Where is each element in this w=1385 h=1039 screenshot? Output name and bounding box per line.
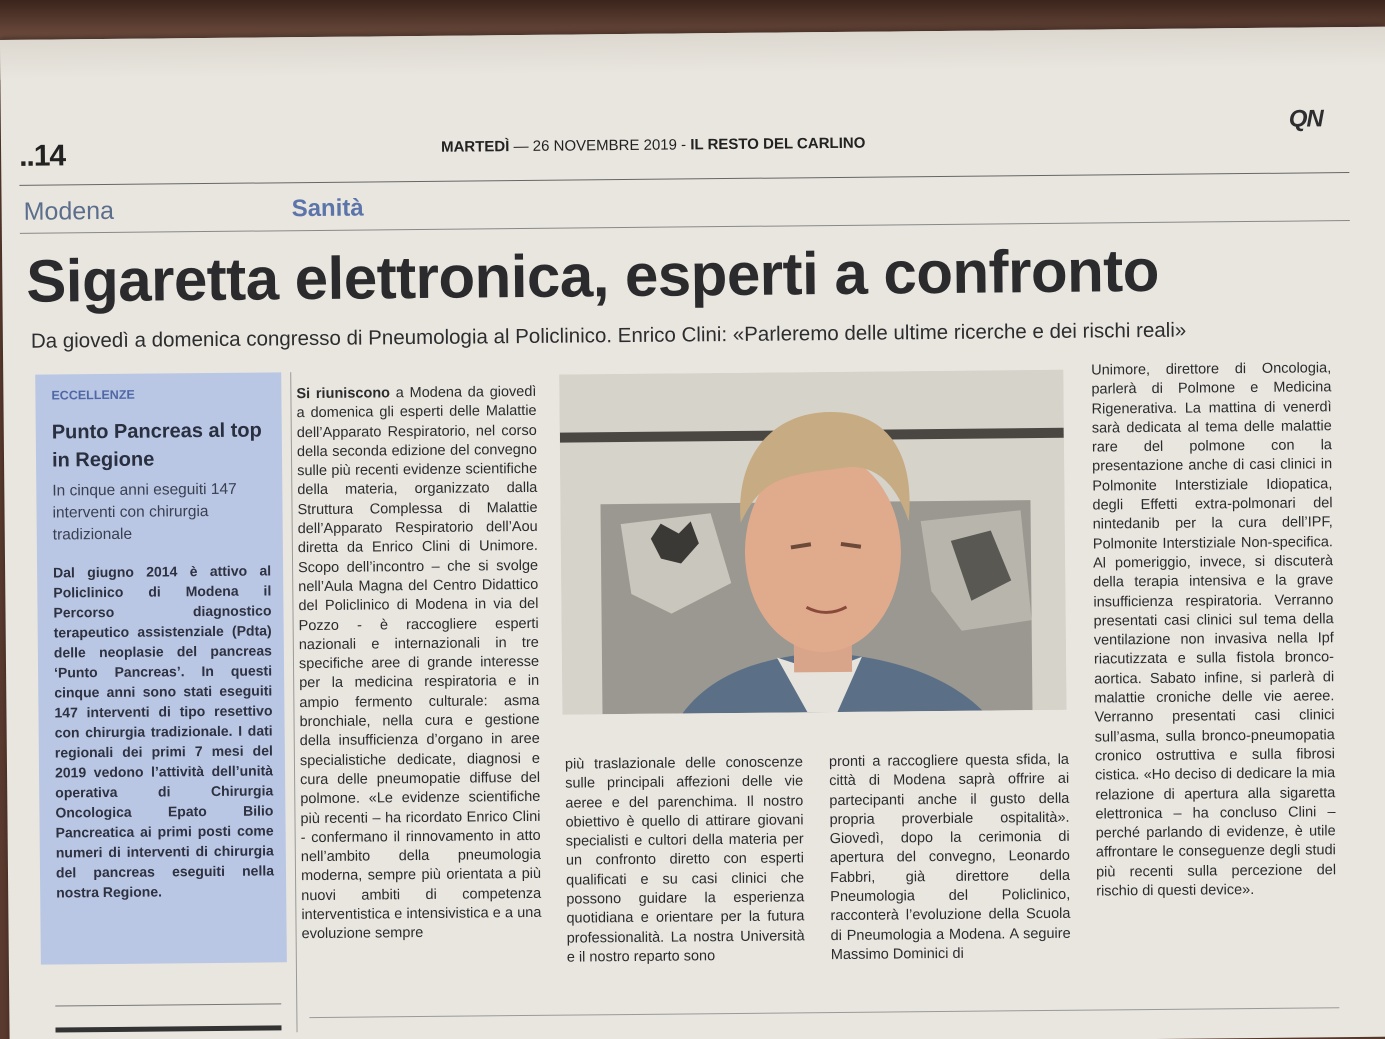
sidebar-rule-thin bbox=[55, 1003, 281, 1006]
sidebar-summary: In cinque anni eseguiti 147 interventi con chirurgia tradizionale bbox=[52, 480, 237, 544]
newspaper-name: IL RESTO DEL CARLINO bbox=[690, 134, 866, 154]
newspaper-page bbox=[0, 27, 1385, 1039]
sidebar-kicker: ECCELLENZE bbox=[51, 387, 135, 403]
headline: Sigaretta elettronica, esperti a confronto bbox=[25, 236, 1160, 315]
sidebar-body-text: è attivo al Policlinico di Modena il Percorso diagnostico terapeutico assistenziale (Pdta) delle neoplasie del pancreas ‘Punto Pancreas’. In questi cinque anni sono stati eseguiti 147 interventi di tipo resettivo con chirurgia tradizionale. I dati regionali dei primi 7 mesi del 2019 vedono l’attività dell’unità operativa di Chirurgia Oncologica Epato Bilio Pancreatica ai primi posti come numeri di interventi di chirurgia del pancreas eseguiti nella nostra Regione. bbox=[53, 562, 275, 901]
qn-logo: QN bbox=[1288, 105, 1323, 133]
page-bottom-rule bbox=[309, 1007, 1339, 1018]
section-city: Modena bbox=[23, 196, 115, 226]
sidebar-box bbox=[35, 372, 287, 964]
date: 26 NOVEMBRE 2019 bbox=[532, 136, 678, 155]
weekday: MARTEDÌ bbox=[440, 138, 510, 156]
sidebar-body-lead: Dal giugno 2014 bbox=[53, 563, 178, 581]
article-column-1 bbox=[296, 383, 541, 945]
article-column-3: pronti a raccogliere questa sfida, la città di Modena saprà offrire ai partecipanti anche il gusto della propria proverbiale ospitalità». Giovedì, dopo la cerimonia di apertura del convegno, Leonardo Fabbri, già direttore della Pneumologia del Policlinico, racconterà l’evoluzione della Scuola di Pneumologia a Modena. A seguire Massimo Dominici di bbox=[828, 751, 1071, 964]
section-topic: Sanità bbox=[291, 194, 364, 223]
article-column-4: Unimore, direttore di Oncologia, parlerà di Polmone e Medicina Rigenerativa. La mattina di venerdì sarà dedicata al tema delle malattie rare del polmone con la presentazione anche di casi clinici in Polmonite Interstiziale Idiopatica, degli Effetti extra-polmonari del nintedanib per la cura dell’IPF, Polmonite Interstiziale Non-specifica. Al pomeriggio, invece, si discuterà della terapia intensiva e la grave insufficienza respiratoria. Verranno presentati casi clinici sul tema della ventilazione non invasiva nella Ipf riacutizzata e sulla fistola bronco-aortica. Sabato infine, si parlerà di malattie croniche delle vie aeree. Verranno presentati casi clinici sull’asma, sulla bronco-pneumopatia cronico ostruttiva e sulla fibrosi cistica. «Ho deciso di dedicare la mia relazione di apertura alla sigaretta elettronica – ha concluso Clini – perché parlando di evidenze, è utile affrontare le conseguenze degli studi più recenti sulla percezione del rischio di questi device». bbox=[1091, 360, 1337, 900]
sidebar-title: Punto Pancreas al top in Regione bbox=[51, 419, 262, 472]
sidebar-rule-thick bbox=[55, 1025, 281, 1032]
portrait-illustration bbox=[559, 370, 1066, 715]
article-column-1-text: a Modena da giovedì a domenica gli esperti delle Malattie dell’Apparato Respiratorio, nel corso della seconda edizione del convegno sulle più recenti evidenze scientifiche della materia, organizzato dalla Struttura Complessa di Malattie dell’Apparato Respiratorio dell’Aou diretta da Enrico Clini di Unimore. Scopo dell’incontro – che si svolge nell’Aula Magna del Centro Didattico del Policlinico di Modena in via del Pozzo - è raccogliere esperti nazionali e internazionali in tre specifiche aree di grande interesse per la medicina respiratoria e in ampio fermento culturale: asma bronchiale, nella cura e gestione della insufficienza d’organo in aree specialistiche dedicate, diagnosi e cura delle pneumopatie diffuse del polmone. «Le evidenze scientifiche più recenti – ha ricordato Enrico Clini - confermano il rinnovamento in atto nell’ambito della pneumologia moderna, sempre più orientata a più nuovi ambiti di competenza interventistica e intensivistica e a una evoluzione sempre bbox=[296, 383, 542, 943]
dateline-dash: — bbox=[513, 137, 529, 156]
page-number: ..14 bbox=[18, 139, 66, 173]
article-photo bbox=[559, 370, 1066, 715]
dateline-separator: - bbox=[681, 136, 687, 154]
sidebar-body bbox=[53, 560, 274, 902]
article-lead: Si riuniscono bbox=[296, 385, 391, 403]
section-rule bbox=[20, 220, 1350, 234]
header-rule bbox=[19, 172, 1349, 186]
dateline bbox=[441, 135, 865, 156]
subheadline: Da giovedì a domenica congresso di Pneumologia al Policlinico. Enrico Clini: «Parleremo delle ultime ricerche e dei rischi reali» bbox=[30, 318, 1187, 353]
article-column-2: più traslazionale delle conoscenze sulle principali affezioni delle vie aeree e del parenchima. Il nostro obiettivo è quello di attirare giovani specialisti e cultori della materia per un confronto diretto con esperti qualificati e su casi clinici che possono guidare la esperienza quotidiana e orientare per la futura professionalità. La nostra Università e il nostro reparto sono bbox=[564, 754, 805, 966]
